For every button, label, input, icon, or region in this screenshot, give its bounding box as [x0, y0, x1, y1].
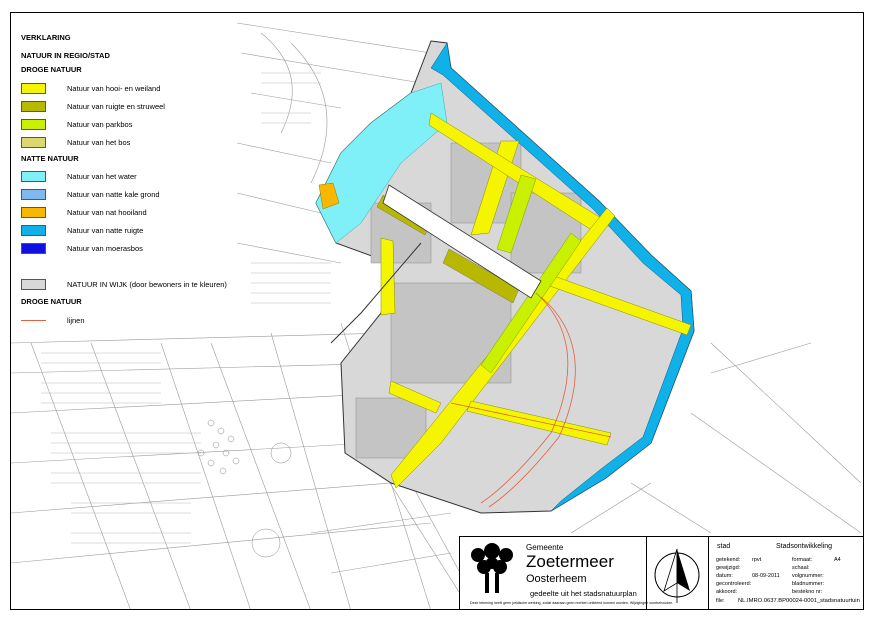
legend-heading-wet: NATTE NATUUR: [21, 154, 79, 163]
legend-item: [21, 225, 237, 237]
legend-item: [21, 243, 237, 255]
field-label: akkoord:: [716, 589, 738, 595]
city-name: Zoetermeer: [526, 552, 614, 571]
field-label: gecontroleerd:: [716, 581, 752, 587]
field-label: formaat:: [792, 557, 813, 563]
field-value: rpvt: [752, 557, 762, 563]
legend-swatch: [21, 119, 46, 130]
legend-item: [21, 207, 237, 219]
legend-heading-region: NATUUR IN REGIO/STAD: [21, 51, 110, 60]
legend-heading-dry-2: DROGE NATUUR: [21, 297, 82, 306]
legend-swatch: [21, 243, 46, 254]
legend-title: VERKLARING: [21, 33, 71, 42]
field-label: bestekno nr:: [792, 589, 823, 595]
north-arrow-icon: [652, 545, 702, 605]
legend-label: Natuur van parkbos: [67, 120, 133, 129]
legend-swatch: [21, 189, 46, 200]
legend-swatch: [21, 171, 46, 182]
dept-label: stad: [717, 543, 731, 550]
legend-item: [21, 279, 237, 291]
field-value: 08-09-2011: [752, 573, 780, 579]
dept-name: Stadsontwikkeling: [776, 543, 833, 550]
legend-swatch: [21, 101, 46, 112]
field-label: gewijzigd:: [716, 565, 741, 571]
legend-item: [21, 101, 237, 113]
field-value: A4: [834, 557, 841, 563]
legend-label: Natuur van moerasbos: [67, 244, 143, 253]
title-block: [459, 536, 864, 610]
legend-label: Natuur van hooi- en weiland: [67, 84, 161, 93]
legend-swatch: [21, 225, 46, 236]
map-frame: [10, 12, 864, 610]
legend-label: Natuur van het water: [67, 172, 137, 181]
legend-heading-dry: DROGE NATUUR: [21, 65, 82, 74]
legend-label: Natuur van natte kale grond: [67, 190, 160, 199]
field-label: schaal:: [792, 565, 810, 571]
legend-label: lijnen: [67, 316, 85, 325]
legend-label: Natuur van nat hooiland: [67, 208, 147, 217]
legend-label: Natuur van ruigte en struweel: [67, 102, 165, 111]
legend-item: [21, 189, 237, 201]
legend-swatch: [21, 83, 46, 94]
legend-item: [21, 137, 237, 149]
file-value: NL.IMRO.0637.BP00024-0001_stadsnatuurtuin: [738, 598, 860, 604]
file-label: file:: [716, 598, 725, 604]
tree-dots: [198, 420, 291, 557]
field-label: bladnummer:: [792, 581, 825, 587]
legend-label: Natuur van het bos: [67, 138, 131, 147]
map-legend: [11, 13, 237, 331]
field-label: volgnummer:: [792, 573, 824, 579]
legend-label: NATUUR IN WIJK (door bewoners in te kleuren): [67, 280, 227, 289]
legend-item: [21, 83, 237, 95]
municipal-logo: [468, 543, 516, 599]
legend-item: [21, 171, 237, 183]
legend-swatch: [21, 137, 46, 148]
disclaimer: Deze tekening heeft geen juridische werking, zodat daaraan geen rechten ontleend kunnen worden. Wijzigingen voorbehouden.: [470, 601, 674, 605]
field-label: getekend:: [716, 557, 741, 563]
field-label: datum:: [716, 573, 733, 579]
legend-item: [21, 119, 237, 131]
legend-swatch: [21, 279, 46, 290]
gemeente-label: Gemeente: [526, 543, 564, 552]
legend-label: Natuur van natte ruigte: [67, 226, 144, 235]
plan-subtitle: gedeelte uit het stadsnatuurplan: [530, 589, 637, 598]
district-name: Oosterheem: [526, 573, 587, 585]
legend-item: [21, 315, 237, 327]
legend-swatch: [21, 207, 46, 218]
legend-line-swatch: [21, 320, 46, 321]
